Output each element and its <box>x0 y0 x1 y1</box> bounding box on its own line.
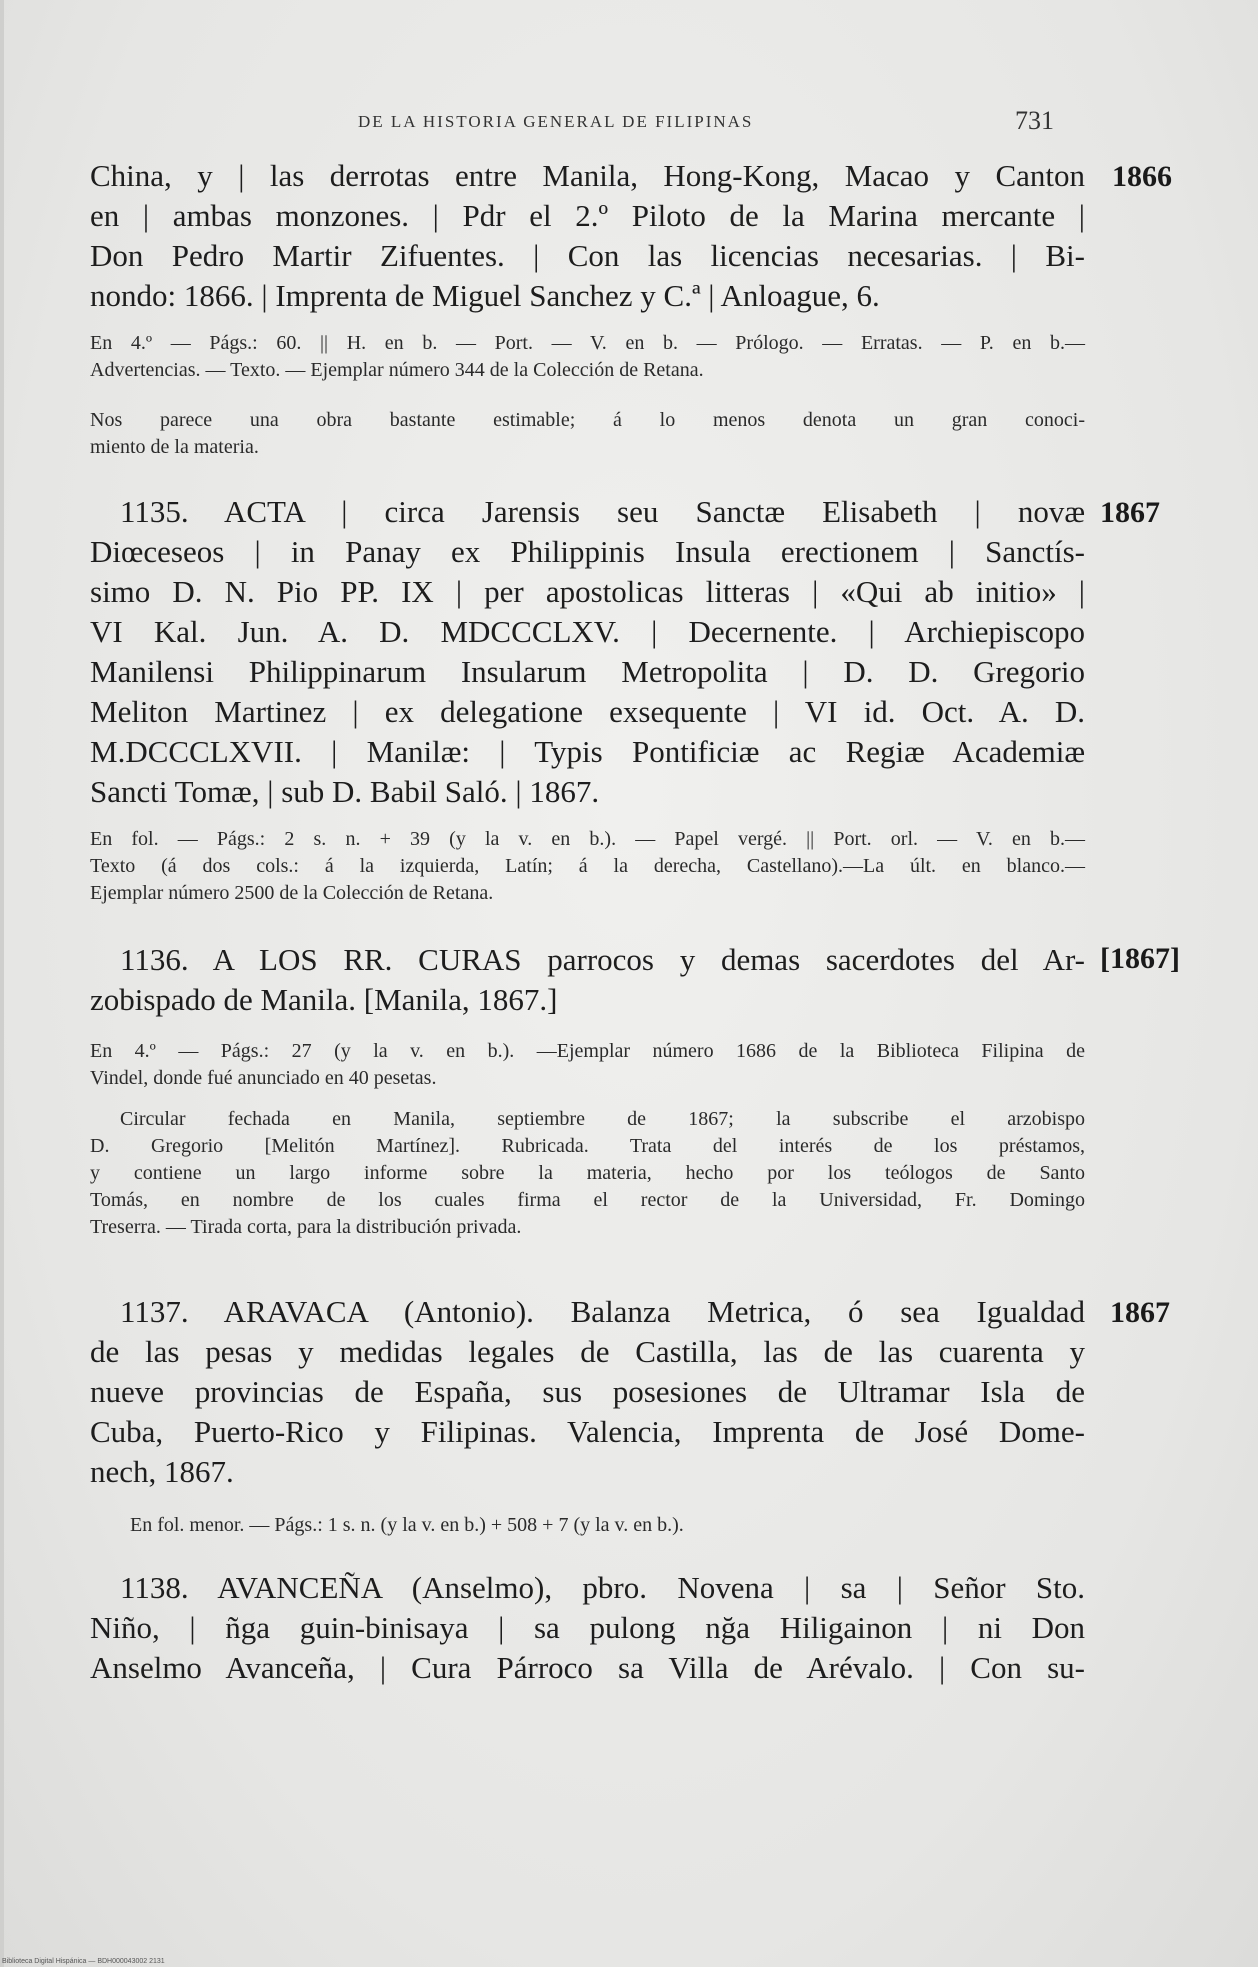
page-edge-shadow <box>0 0 4 1967</box>
note-line: Advertencias. — Texto. — Ejemplar número 344 de la Colección de Retana. <box>90 359 704 381</box>
note-line: En fol. menor. — Págs.: 1 s. n. (y la v. en b.) + 508 + 7 (y la v. en b.). <box>130 1514 684 1536</box>
note-line: Ejemplar número 2500 de la Colección de Retana. <box>90 882 494 904</box>
note-line: Vindel, donde fué anunciado en 40 pesetas. <box>90 1067 437 1089</box>
entry-1136-description <box>90 1038 1085 1092</box>
note-line: Tomás, en nombre de los cuales firma el rector de la Universidad, Fr. Domingo <box>90 1189 1085 1211</box>
text-line: 1137. ARAVACA (Antonio). Balanza Metrica, ó sea Igualdad <box>120 1294 1085 1329</box>
note-line: En 4.º — Págs.: 60. || H. en b. — Port. — V. en b. — Prólogo. — Erratas. — P. en b.— <box>90 332 1085 354</box>
text-line: simo D. N. Pio PP. IX | per apostolicas litteras | «Qui ab initio» | <box>90 574 1085 609</box>
text-line: 1135. ACTA | circa Jarensis seu Sanctæ Elisabeth | novæ <box>120 494 1085 529</box>
entry-1138 <box>90 1568 1085 1688</box>
entry-year-1866: 1866 <box>1112 160 1172 193</box>
note-line: Texto (á dos cols.: á la izquierda, Latín; á la derecha, Castellano).—La últ. en blanco.— <box>90 855 1085 877</box>
entry-1135-description <box>90 826 1085 907</box>
note-line: En fol. — Págs.: 2 s. n. + 39 (y la v. en b.). — Papel vergé. || Port. orl. — V. en b.— <box>90 828 1085 850</box>
text-line: en | ambas monzones. | Pdr el 2.º Piloto de la Marina mercante | <box>90 198 1085 233</box>
entry-year-1867: 1867 <box>1100 496 1160 529</box>
note-line: Treserra. — Tirada corta, para la distribución privada. <box>90 1216 522 1238</box>
entry-1134 <box>90 156 1085 316</box>
text-line: Don Pedro Martir Zifuentes. | Con las licencias necesarias. | Bi- <box>90 238 1085 273</box>
entry-1137 <box>90 1292 1085 1492</box>
entry-1137-description <box>90 1512 1085 1539</box>
text-line: Sancti Tomæ, | sub D. Babil Saló. | 1867. <box>90 774 600 809</box>
note-line: En 4.º — Págs.: 27 (y la v. en b.). —Ejemplar número 1686 de la Biblioteca Filipina de <box>90 1040 1085 1062</box>
text-line: de las pesas y medidas legales de Castilla, las de las cuarenta y <box>90 1334 1085 1369</box>
entry-1134-title <box>90 156 1085 316</box>
note-line: y contiene un largo informe sobre la materia, hecho por los teólogos de Santo <box>90 1162 1085 1184</box>
text-line: Niño, | ñga guin-binisaya | sa pulong nğa Hiligainon | ni Don <box>90 1610 1085 1645</box>
running-header <box>90 108 1080 148</box>
note-line: miento de la materia. <box>90 436 259 458</box>
note-line: Nos parece una obra bastante estimable; á lo menos denota un gran conoci- <box>90 409 1085 431</box>
page-number: 731 <box>1015 106 1054 135</box>
entry-1134-comment <box>90 407 1085 461</box>
note-line: D. Gregorio [Melitón Martínez]. Rubricada. Trata del interés de los préstamos, <box>90 1135 1085 1157</box>
text-line: Anselmo Avanceña, | Cura Párroco sa Villa de Arévalo. | Con su- <box>90 1650 1085 1685</box>
text-line: 1138. AVANCEÑA (Anselmo), pbro. Novena | sa | Señor Sto. <box>120 1570 1085 1605</box>
entry-1136 <box>90 940 1085 1020</box>
entry-1135 <box>90 492 1085 812</box>
entry-1134-description <box>90 330 1085 384</box>
entry-year-1867: 1867 <box>1110 1296 1170 1329</box>
text-line: nueve provincias de España, sus posesiones de Ultramar Isla de <box>90 1374 1085 1409</box>
text-line: Manilensi Philippinarum Insularum Metropolita | D. D. Gregorio <box>90 654 1085 689</box>
digitization-credit: Biblioteca Digital Hispánica — BDH000043002 2131 <box>2 1958 165 1965</box>
entry-year-bracketed-1867: [1867] <box>1100 942 1180 975</box>
text-line: China, y | las derrotas entre Manila, Hong-Kong, Macao y Canton <box>90 158 1085 193</box>
text-line: 1136. A LOS RR. CURAS parrocos y demas sacerdotes del Ar- <box>120 942 1085 977</box>
entry-1136-comment <box>90 1106 1085 1241</box>
text-line: zobispado de Manila. [Manila, 1867.] <box>90 982 558 1017</box>
text-line: VI Kal. Jun. A. D. MDCCCLXV. | Decernente. | Archiepiscopo <box>90 614 1085 649</box>
text-line: Diœceseos | in Panay ex Philippinis Insula erectionem | Sanctís- <box>90 534 1085 569</box>
text-line: nech, 1867. <box>90 1454 234 1489</box>
text-line: Meliton Martinez | ex delegatione exsequente | VI id. Oct. A. D. <box>90 694 1085 729</box>
note-line: Circular fechada en Manila, septiembre de 1867; la subscribe el arzobispo <box>120 1108 1085 1130</box>
text-line: Cuba, Puerto-Rico y Filipinas. Valencia, Imprenta de José Dome- <box>90 1414 1085 1449</box>
text-line: nondo: 1866. | Imprenta de Miguel Sanchez y C.ª | Anloague, 6. <box>90 278 880 313</box>
text-line: M.DCCCLXVII. | Manilæ: | Typis Pontificiæ ac Regiæ Academiæ <box>90 734 1085 769</box>
running-title: DE LA HISTORIA GENERAL DE FILIPINAS <box>358 112 754 131</box>
